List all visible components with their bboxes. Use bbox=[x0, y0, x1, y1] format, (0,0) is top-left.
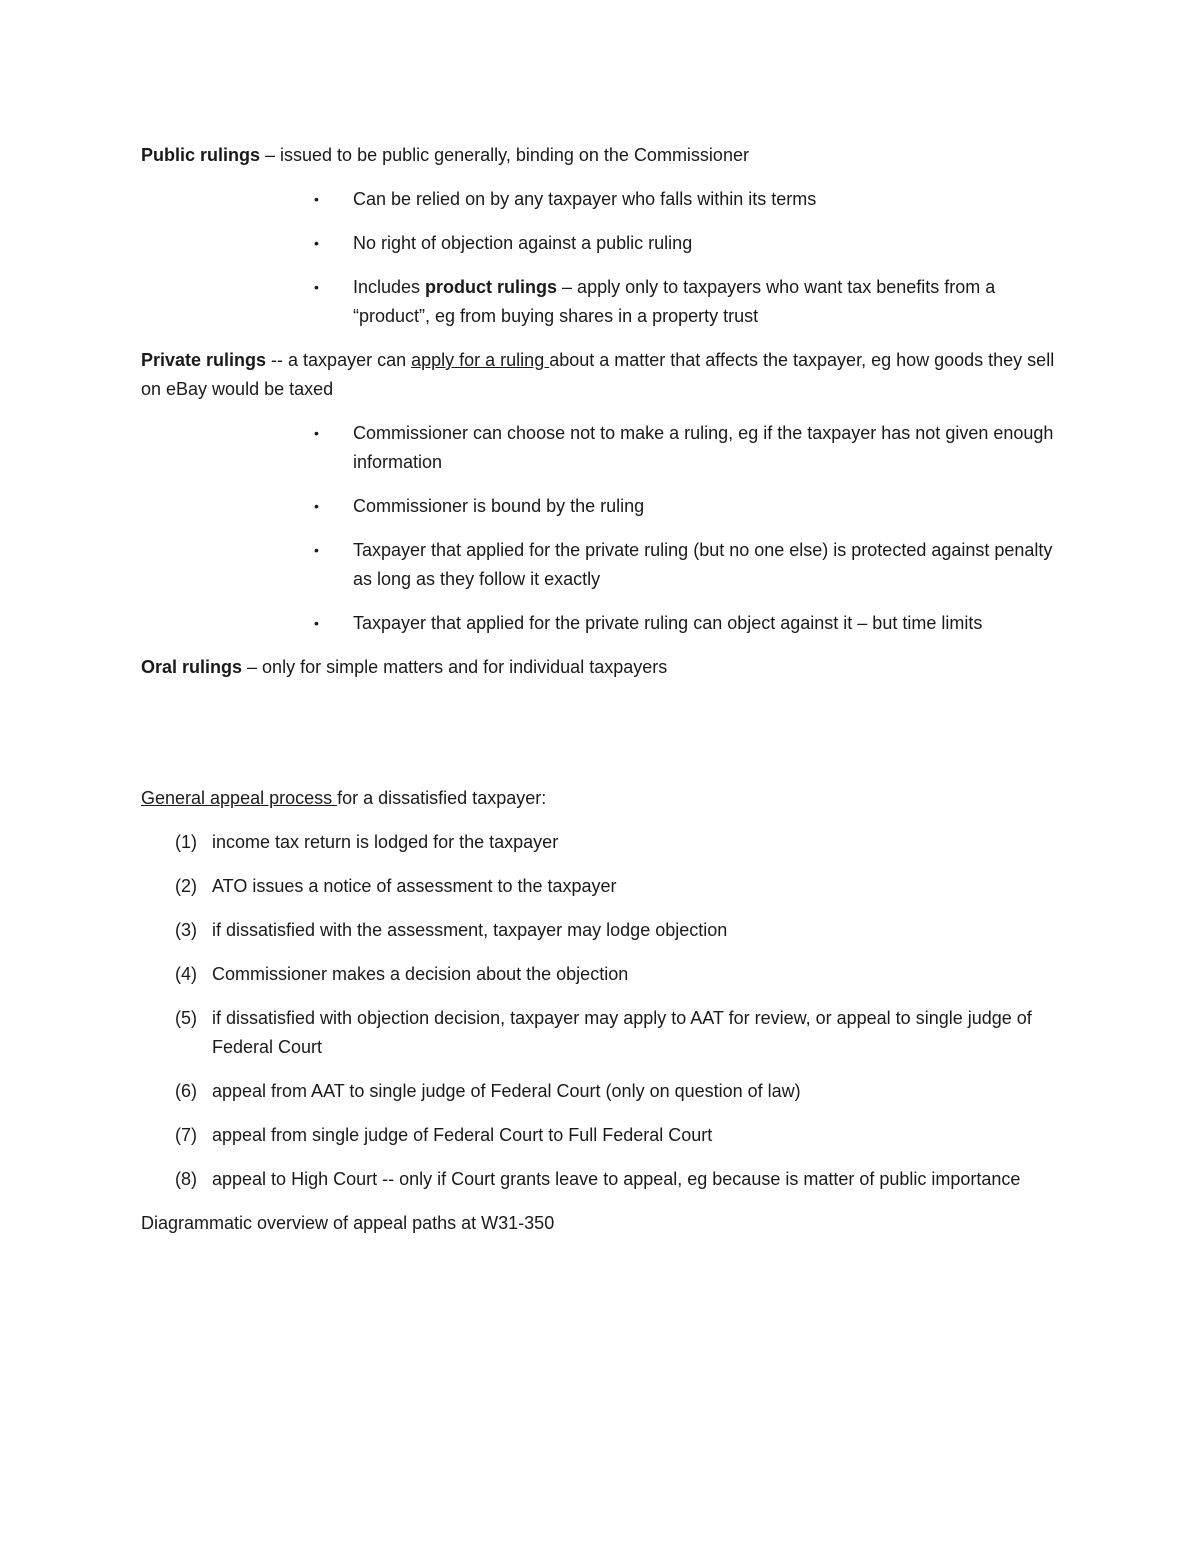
bullet-text-pre: Includes bbox=[353, 277, 426, 297]
appeal-heading bbox=[141, 784, 1061, 813]
step-text: if dissatisfied with objection decision, taxpayer may apply to AAT for review, or appeal to single judge of Federal Court bbox=[212, 1008, 1032, 1057]
step-number: (6) bbox=[175, 1081, 197, 1101]
step-number: (8) bbox=[175, 1169, 197, 1189]
step-text: ATO issues a notice of assessment to the taxpayer bbox=[212, 876, 617, 896]
list-item bbox=[141, 536, 1061, 594]
step-number: (2) bbox=[175, 876, 197, 896]
bullet-text: Taxpayer that applied for the private ruling (but no one else) is protected against penalty as long as they follow it exactly bbox=[353, 540, 1053, 589]
public-rulings-list bbox=[141, 185, 1061, 331]
product-rulings-term: product rulings bbox=[425, 277, 558, 297]
bullet-icon: • bbox=[314, 425, 319, 441]
bullet-text: Can be relied on by any taxpayer who falls within its terms bbox=[353, 189, 817, 209]
oral-rulings-paragraph bbox=[141, 653, 1061, 682]
bullet-icon: • bbox=[314, 615, 319, 631]
list-item bbox=[141, 1077, 1061, 1106]
step-text: appeal from single judge of Federal Court to Full Federal Court bbox=[212, 1125, 713, 1145]
appeal-steps-list bbox=[141, 828, 1061, 1194]
list-item bbox=[141, 419, 1061, 477]
private-rulings-list bbox=[141, 419, 1061, 638]
private-rulings-heading: Private rulings bbox=[141, 350, 267, 370]
private-rulings-pre: -- a taxpayer can bbox=[266, 350, 412, 370]
appeal-footer: Diagrammatic overview of appeal paths at W31-350 bbox=[141, 1213, 555, 1233]
bullet-text: No right of objection against a public ruling bbox=[353, 233, 693, 253]
list-item bbox=[141, 916, 1061, 945]
bullet-icon: • bbox=[314, 191, 319, 207]
document-page bbox=[141, 141, 1061, 1238]
list-item bbox=[141, 828, 1061, 857]
step-text: appeal from AAT to single judge of Federal Court (only on question of law) bbox=[212, 1081, 801, 1101]
list-item bbox=[141, 1165, 1061, 1194]
bullet-text: Commissioner is bound by the ruling bbox=[353, 496, 645, 516]
step-text: income tax return is lodged for the taxpayer bbox=[212, 832, 559, 852]
list-item bbox=[141, 185, 1061, 214]
step-text: if dissatisfied with the assessment, taxpayer may lodge objection bbox=[212, 920, 728, 940]
bullet-text-post: – apply only to taxpayers who want tax benefits from a “product”, eg from buying shares in a property trust bbox=[353, 277, 996, 326]
list-item bbox=[141, 492, 1061, 521]
apply-for-ruling-text: apply for a ruling bbox=[411, 350, 550, 370]
bullet-icon: • bbox=[314, 542, 319, 558]
list-item bbox=[141, 229, 1061, 258]
step-text: Commissioner makes a decision about the objection bbox=[212, 964, 629, 984]
bullet-icon: • bbox=[314, 235, 319, 251]
step-number: (1) bbox=[175, 832, 197, 852]
private-rulings-paragraph bbox=[141, 346, 1061, 404]
private-rulings-post: about a matter that affects the taxpayer, eg how goods they sell on eBay would be taxed bbox=[141, 350, 1055, 399]
public-rulings-heading: Public rulings bbox=[141, 145, 261, 165]
step-number: (7) bbox=[175, 1125, 197, 1145]
list-item bbox=[141, 960, 1061, 989]
step-number: (5) bbox=[175, 1008, 197, 1028]
list-item bbox=[141, 273, 1061, 331]
public-rulings-description: – issued to be public generally, binding on the Commissioner bbox=[260, 145, 749, 165]
public-rulings-paragraph bbox=[141, 141, 1061, 170]
bullet-icon: • bbox=[314, 498, 319, 514]
list-item bbox=[141, 609, 1061, 638]
oral-rulings-description: – only for simple matters and for individual taxpayers bbox=[242, 657, 668, 677]
bullet-text: Commissioner can choose not to make a ruling, eg if the taxpayer has not given enough information bbox=[353, 423, 1054, 472]
bullet-icon: • bbox=[314, 279, 319, 295]
list-item bbox=[141, 1004, 1061, 1062]
appeal-heading-rest: for a dissatisfied taxpayer: bbox=[337, 788, 547, 808]
appeal-heading-underlined: General appeal process bbox=[141, 788, 338, 808]
step-number: (4) bbox=[175, 964, 197, 984]
step-number: (3) bbox=[175, 920, 197, 940]
list-item bbox=[141, 1121, 1061, 1150]
bullet-text: Taxpayer that applied for the private ruling can object against it – but time limits bbox=[353, 613, 983, 633]
step-text: appeal to High Court -- only if Court grants leave to appeal, eg because is matter of public importance bbox=[212, 1169, 1021, 1189]
oral-rulings-heading: Oral rulings bbox=[141, 657, 243, 677]
list-item bbox=[141, 872, 1061, 901]
